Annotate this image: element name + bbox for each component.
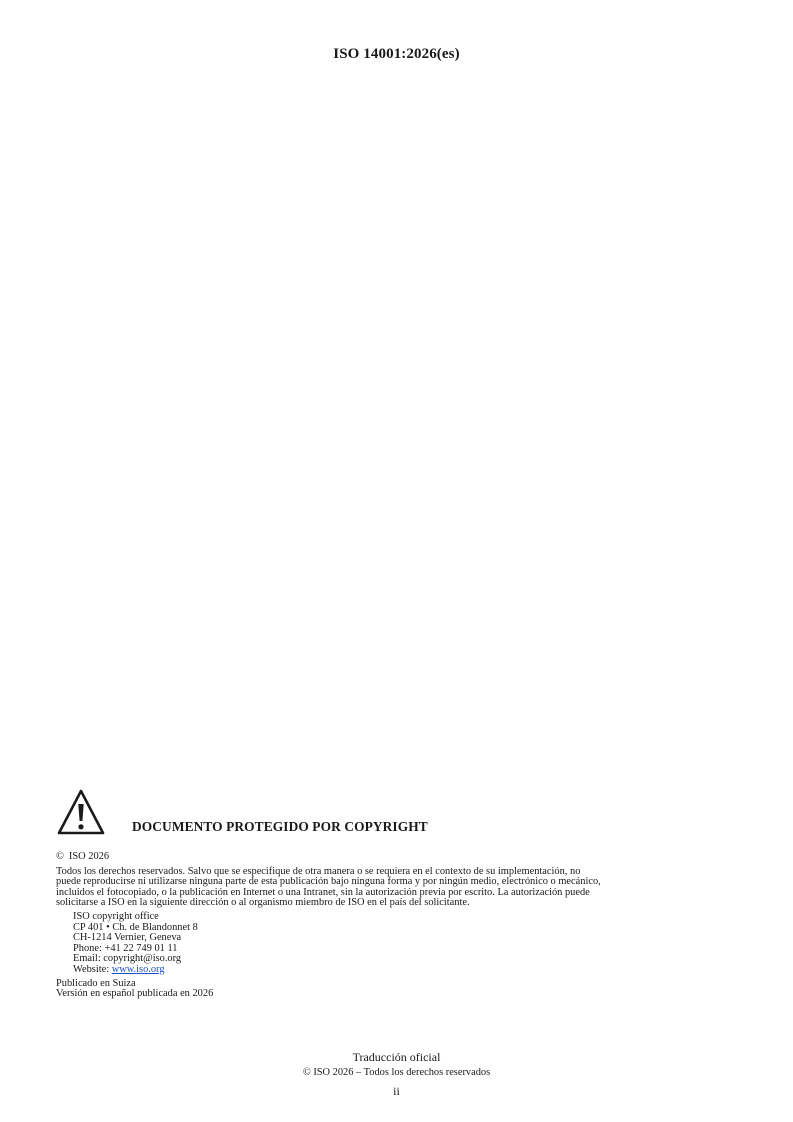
copyright-symbol: ©	[56, 851, 64, 862]
website-link[interactable]: www.iso.org	[111, 963, 165, 975]
website-label: Website:	[73, 963, 112, 975]
copyright-year: ISO 2026	[68, 851, 110, 862]
copyright-warning-row	[56, 788, 716, 840]
address-email: Email: copyright@iso.org	[73, 953, 182, 965]
footer-translation: Traducción oficial	[352, 1050, 441, 1064]
rights-statement	[56, 867, 708, 909]
rights-line: puede reproducirse ni utilizarse ninguna parte de esta publicación bajo ninguna forma y por ningún medio, electrónico o mecánico,	[56, 876, 601, 888]
warning-triangle-icon	[57, 788, 105, 836]
published-in: Publicado en Suiza	[56, 977, 136, 989]
iso-address	[73, 912, 716, 976]
document-header-id: ISO 14001:2026(es)	[333, 46, 460, 62]
footer-copyright: © ISO 2026 – Todos los derechos reservados	[302, 1067, 491, 1078]
spanish-version-note: Versión en español publicada en 2026	[56, 988, 214, 1000]
copyright-year-line	[56, 852, 716, 863]
address-office: ISO copyright office	[73, 910, 159, 922]
rights-line: Todos los derechos reservados. Salvo que se especifique de otra manera o se requiera en el contexto de su implementación, no	[56, 865, 581, 877]
address-website	[73, 965, 716, 976]
copyright-notice	[56, 788, 716, 1000]
copyright-title: DOCUMENTO PROTEGIDO POR COPYRIGHT	[132, 819, 428, 834]
address-street: CP 401 • Ch. de Blandonnet 8	[73, 921, 198, 933]
rights-line: solicitarse a ISO en la siguiente dirección o al organismo miembro de ISO en el país del solicitante.	[56, 897, 470, 909]
rights-line: incluidos el fotocopiado, o la publicación en Internet o una Intranet, sin la autorización previa por escrito. La autorización puede	[56, 886, 590, 898]
page-number: ii	[393, 1084, 400, 1098]
address-city: CH-1214 Vernier, Geneva	[73, 932, 182, 944]
address-phone: Phone: +41 22 749 01 11	[73, 942, 178, 954]
